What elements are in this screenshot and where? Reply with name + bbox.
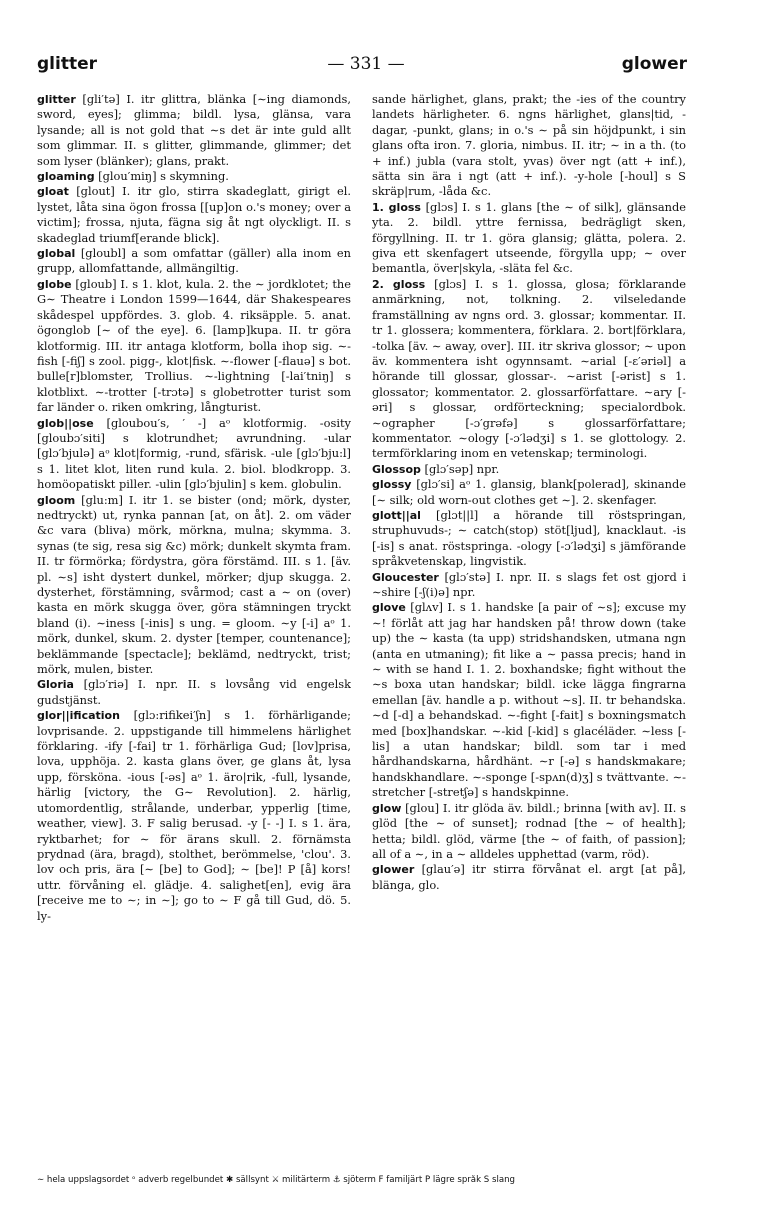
entry-text: [glou] I. itr glöda äv. bildl.; brinna [with av]. II. s glöd [the ∼ of sunset]; rodnad [the ∼ of health]; hetta; bildl. glöd, värme [the ∼ of faith, of passion]; all of a ∼, in a ∼ alldeles upphettad (varm, röd). (372, 800, 686, 861)
dictionary-entry (372, 277, 686, 462)
dictionary-entry (372, 862, 686, 893)
dictionary-entry (372, 600, 686, 800)
page-number: — 331 — (327, 54, 405, 74)
dictionary-entry (372, 801, 686, 863)
entry-text: [gloub] I. s 1. klot, kula. 2. the ∼ jordklotet; the G∼ Theatre i London 1599—1644, där Shakespeares skådespel uppfördes. 3. glob. 4. riksäpple. 5. anat. ögonglob [∼ of the eye]. 6. [lamp]kupa. II. tr göra klotformig. III. itr antaga klotform, bolla ihop sig. ∼-fish [-fiʃ] s zool. pigg-, klot|fisk. ∼-flower [-flauə] s bot. bulle[r]blomster, Trollius. ∼-lightning [-lai′tniŋ] s klotblixt. ∼-trotter [-trɔtə] s globetrotter turist som far länder o. riken omkring, långturist. (37, 276, 351, 415)
dictionary-entry (37, 677, 351, 708)
entry-text: [glʌv] I. s 1. handske [a pair of ∼s]; excuse my ∼! förlåt att jag har handsken på! throw down (take up) the ∼ kasta (ta upp) stridshandsken, utmana ngn (anta en utmaning); fit like a ∼ passa precis; hand in ∼ with se hand I. 1. 2. boxhandske; fight without the ∼s boxa utan handskar; bildl. icke lägga fingrarna emellan [äv. handle a p. without ∼s]. II. tr behandska. ∼d [-d] a behandskad. ∼-fight [-fait] s boxningsmatch med [box]handskar. ∼-kid [-kid] s glacéläder. ∼less [-lis] a utan handskar; bildl. som tar i med hårdhandskarna, hårdhänt. ∼r [-ə] s handskmakare; handskhandlare. ∼-sponge [-spʌn(d)ʒ] s tvättvante. ∼-stretcher [-stretʃə] s handskpinne. (372, 600, 686, 800)
entry-text: [glɔ′si] aᵒ 1. glansig, blank[polerad], skinande [∼ silk; old worn-out clothes get ∼]. 2. skenfager. (372, 477, 686, 507)
entry-headword: glob||ose (37, 416, 94, 430)
entry-headword: glott||al (372, 508, 421, 522)
dictionary-entry (37, 277, 351, 416)
right-column (372, 92, 686, 1152)
dictionary-entry (372, 92, 686, 200)
abbreviation-legend: ∼ hela uppslagsordet ᵒ adverb regelbundet ✱ sällsynt ⚔ militärterm ⚓ sjöterm F familjärt P lägre språk S slang (37, 1175, 515, 1185)
dictionary-entry (372, 508, 686, 570)
entry-text: [glɔs] I. s 1. glossa, glosa; förklarande anmärkning, not, tolkning. 2. vilseledande framställning av ngns ord. 3. glossar; kommentar. II. tr 1. glossera; kommentera, förklara. 2. bort|förklara, -tolka [äv. ∼ away, over]. III. itr skriva glossor; ∼ upon äv. kommentera isht ogynnsamt. ∼arial [-ɛ′əriəl] a hörande till glossar, glossar-. ∼arist [-ərist] s 1. glossator; kommentator. 2. glossarförfattare. ∼ary [-əri] s glossar, ordförteckning; specialordbok. ∼ographer [-ɔ′grəfə] s glossarförfattare; kommentator. ∼ology [-ɔ′lədʒi] s 1. se glottology. 2. termförklaring inom en vetenskap; terminologi. (372, 276, 686, 461)
page-header (37, 54, 687, 82)
entry-text: sande härlighet, glans, prakt; the -ies of the country landets härligheter. 6. ngns härlighet, glans|tid, -dagar, -punkt, glans; in o.'s ∼ på sin höjdpunkt, i sin glans ofta iron. 7. gloria, nimbus. II. itr; ∼ in a th. (to + inf.) jubla (vara stolt, yvas) över ngt (att + inf.), sätta sin ära i ngt (att + inf.). -y-hole [-houl] s S skräp|rum, -låda &c. (372, 92, 686, 199)
entry-text: [gloubou′s, ′ -] aᵒ klotformig. -osity [gloubɔ′siti] s klotrundhet; avrundning. -ular [glɔ′bjulə] aᵒ klot|formig, -rund, sfärisk. -ule [glɔ′bju:l] s 1. litet klot, liten rund kula. 2. biol. blodkropp. 3. homöopatiskt piller. -ulin [glɔ′bjulin] s kem. globulin. (37, 415, 351, 492)
left-column (37, 92, 351, 1152)
entry-headword: glor||ification (37, 709, 120, 723)
dictionary-entry (372, 570, 686, 601)
dictionary-entry (37, 246, 351, 277)
entry-headword: globe (37, 277, 72, 291)
dictionary-entry (37, 416, 351, 493)
dictionary-entry (37, 184, 351, 246)
entry-text: [gli′tə] I. itr glittra, blänka [∼ing diamonds, sword, eyes]; glimma; bildl. lysa, glänsa, vara lysande; all is not gold that ∼s det är inte guld allt som glimmar. II. s glitter, glimmande, glimmer; det som lyser (blänker); glans, prakt. (37, 92, 351, 168)
entry-headword: gloom (37, 493, 76, 507)
entry-text: [glɔ′səp] npr. (420, 461, 500, 476)
entry-headword: glossy (372, 478, 412, 492)
entry-text: [glɔs] I. s 1. glans [the ∼ of silk], glänsande yta. 2. bildl. yttre fernissa, bedrägligt sken, förgyllning. II. tr 1. göra glansig; glätta, polera. 2. giva ett skenfagert utseende, förgylla upp; ∼ over bemantla, över|skyla, -släta fel &c. (372, 199, 686, 276)
entry-text: [glu:m] I. itr 1. se bister (ond; mörk, dyster, nedtryckt) ut, rynka pannan [at, on åt]. 2. om väder &c vara (bliva) mörk, mörkna, mulna; skymma. 3. synas (te sig, resa sig &c) mörk; dunkelt skymta fram. II. tr förmörka; fördystra, göra förstämd. III. s 1. [äv. pl. ∼s] isht dystert dunkel, mörker; djup skugga. 2. dysterhet, förstämning, svårmod; cast a ∼ on (over) kasta en mörk skugga över, göra stämningen tryckt bland (i). ∼iness [-inis] s ung. = gloom. ∼y [-i] aᵒ 1. mörk, dunkel, skum. 2. dyster [temper, countenance]; beklämmande [spectacle]; beklämd, nedtryckt, trist; mörk, mulen, bister. (37, 492, 351, 677)
dictionary-entry (37, 493, 351, 678)
left-guide-word: glitter (37, 54, 97, 74)
entry-text: [glɔ:rifikei′ʃn] s 1. förhärligande; lovprisande. 2. uppstigande till himmelens härlighet förklaring. -ify [-fai] tr 1. förhärliga Gud; [lov]prisa, lova, upphöja. 2. kasta glans över, ge glans åt, lysa upp, försköna. -ious [-əs] aᵒ 1. äro|rik, -full, lysande, härlig [victory, the G∼ Revolution]. 2. härlig, utomordentlig, strålande, underbar, ypperlig [time, weather, view]. 3. F salig berusad. -y [- -] I. s 1. ära, ryktbarhet; for ∼ för ärans skull. 2. förnämsta prydnad (ära, bragd), stolthet, berömmelse, 'clou'. 3. lov och pris, ära [∼ [be] to God]; ∼ [be]! P [å] kors! uttr. förvåning el. glädje. 4. salighet[en], evig ära [receive me to ∼; in ∼]; go to ∼ F gå till Gud, dö. 5. ly- (37, 708, 351, 923)
entry-text: [glau′ə] itr stirra förvånat el. argt [at på], blänga, glo. (372, 862, 686, 892)
entry-headword: 2. gloss (372, 277, 426, 291)
dictionary-entry (372, 477, 686, 508)
dictionary-entry (37, 708, 351, 924)
entry-headword: Gloucester (372, 570, 439, 584)
entry-text: [gloubl] a som omfattar (gäller) alla inom en grupp, allomfattande, allmängiltig. (37, 246, 351, 276)
entry-headword: glower (372, 863, 415, 877)
entry-headword: glitter (37, 93, 76, 106)
entry-headword: gloaming (37, 170, 95, 184)
entry-text: [glɔ′riə] I. npr. II. s lovsång vid engelsk gudstjänst. (37, 677, 351, 707)
entry-text: [glɔ′stə] I. npr. II. s slags fet ost gjord i ∼shire [-ʃ(i)ə] npr. (372, 569, 686, 599)
dictionary-entry (372, 462, 686, 477)
entry-headword: Gloria (37, 678, 74, 692)
entry-headword: gloat (37, 185, 69, 199)
entry-text: [glout] I. itr glo, stirra skadeglatt, girigt el. lystet, låta sina ögon frossa [[up]on o.'s money; over a victim]; frossa, njuta, fägna sig åt ngt olyckligt. II. s skadeglad triumf[erande blick]. (37, 184, 351, 245)
dictionary-entry (37, 92, 351, 169)
dictionary-entry (372, 200, 686, 277)
entry-headword: glove (372, 601, 406, 615)
entry-headword: 1. gloss (372, 200, 421, 214)
entry-text: [glou′miŋ] s skymning. (94, 169, 229, 184)
dictionary-entry (37, 169, 351, 184)
right-guide-word: glower (621, 54, 687, 74)
entry-text: [glɔt||l] a hörande till röstspringan, struphuvuds-; ∼ catch(stop) stöt[ljud], knacklaut. -is [-is] s anat. röstspringa. -ology [-ɔ′lədʒi] s jämförande språkvetenskap, lingvistik. (372, 507, 686, 569)
entry-headword: Glossop (372, 462, 421, 476)
entry-headword: glow (372, 801, 402, 815)
entry-headword: global (37, 247, 76, 261)
